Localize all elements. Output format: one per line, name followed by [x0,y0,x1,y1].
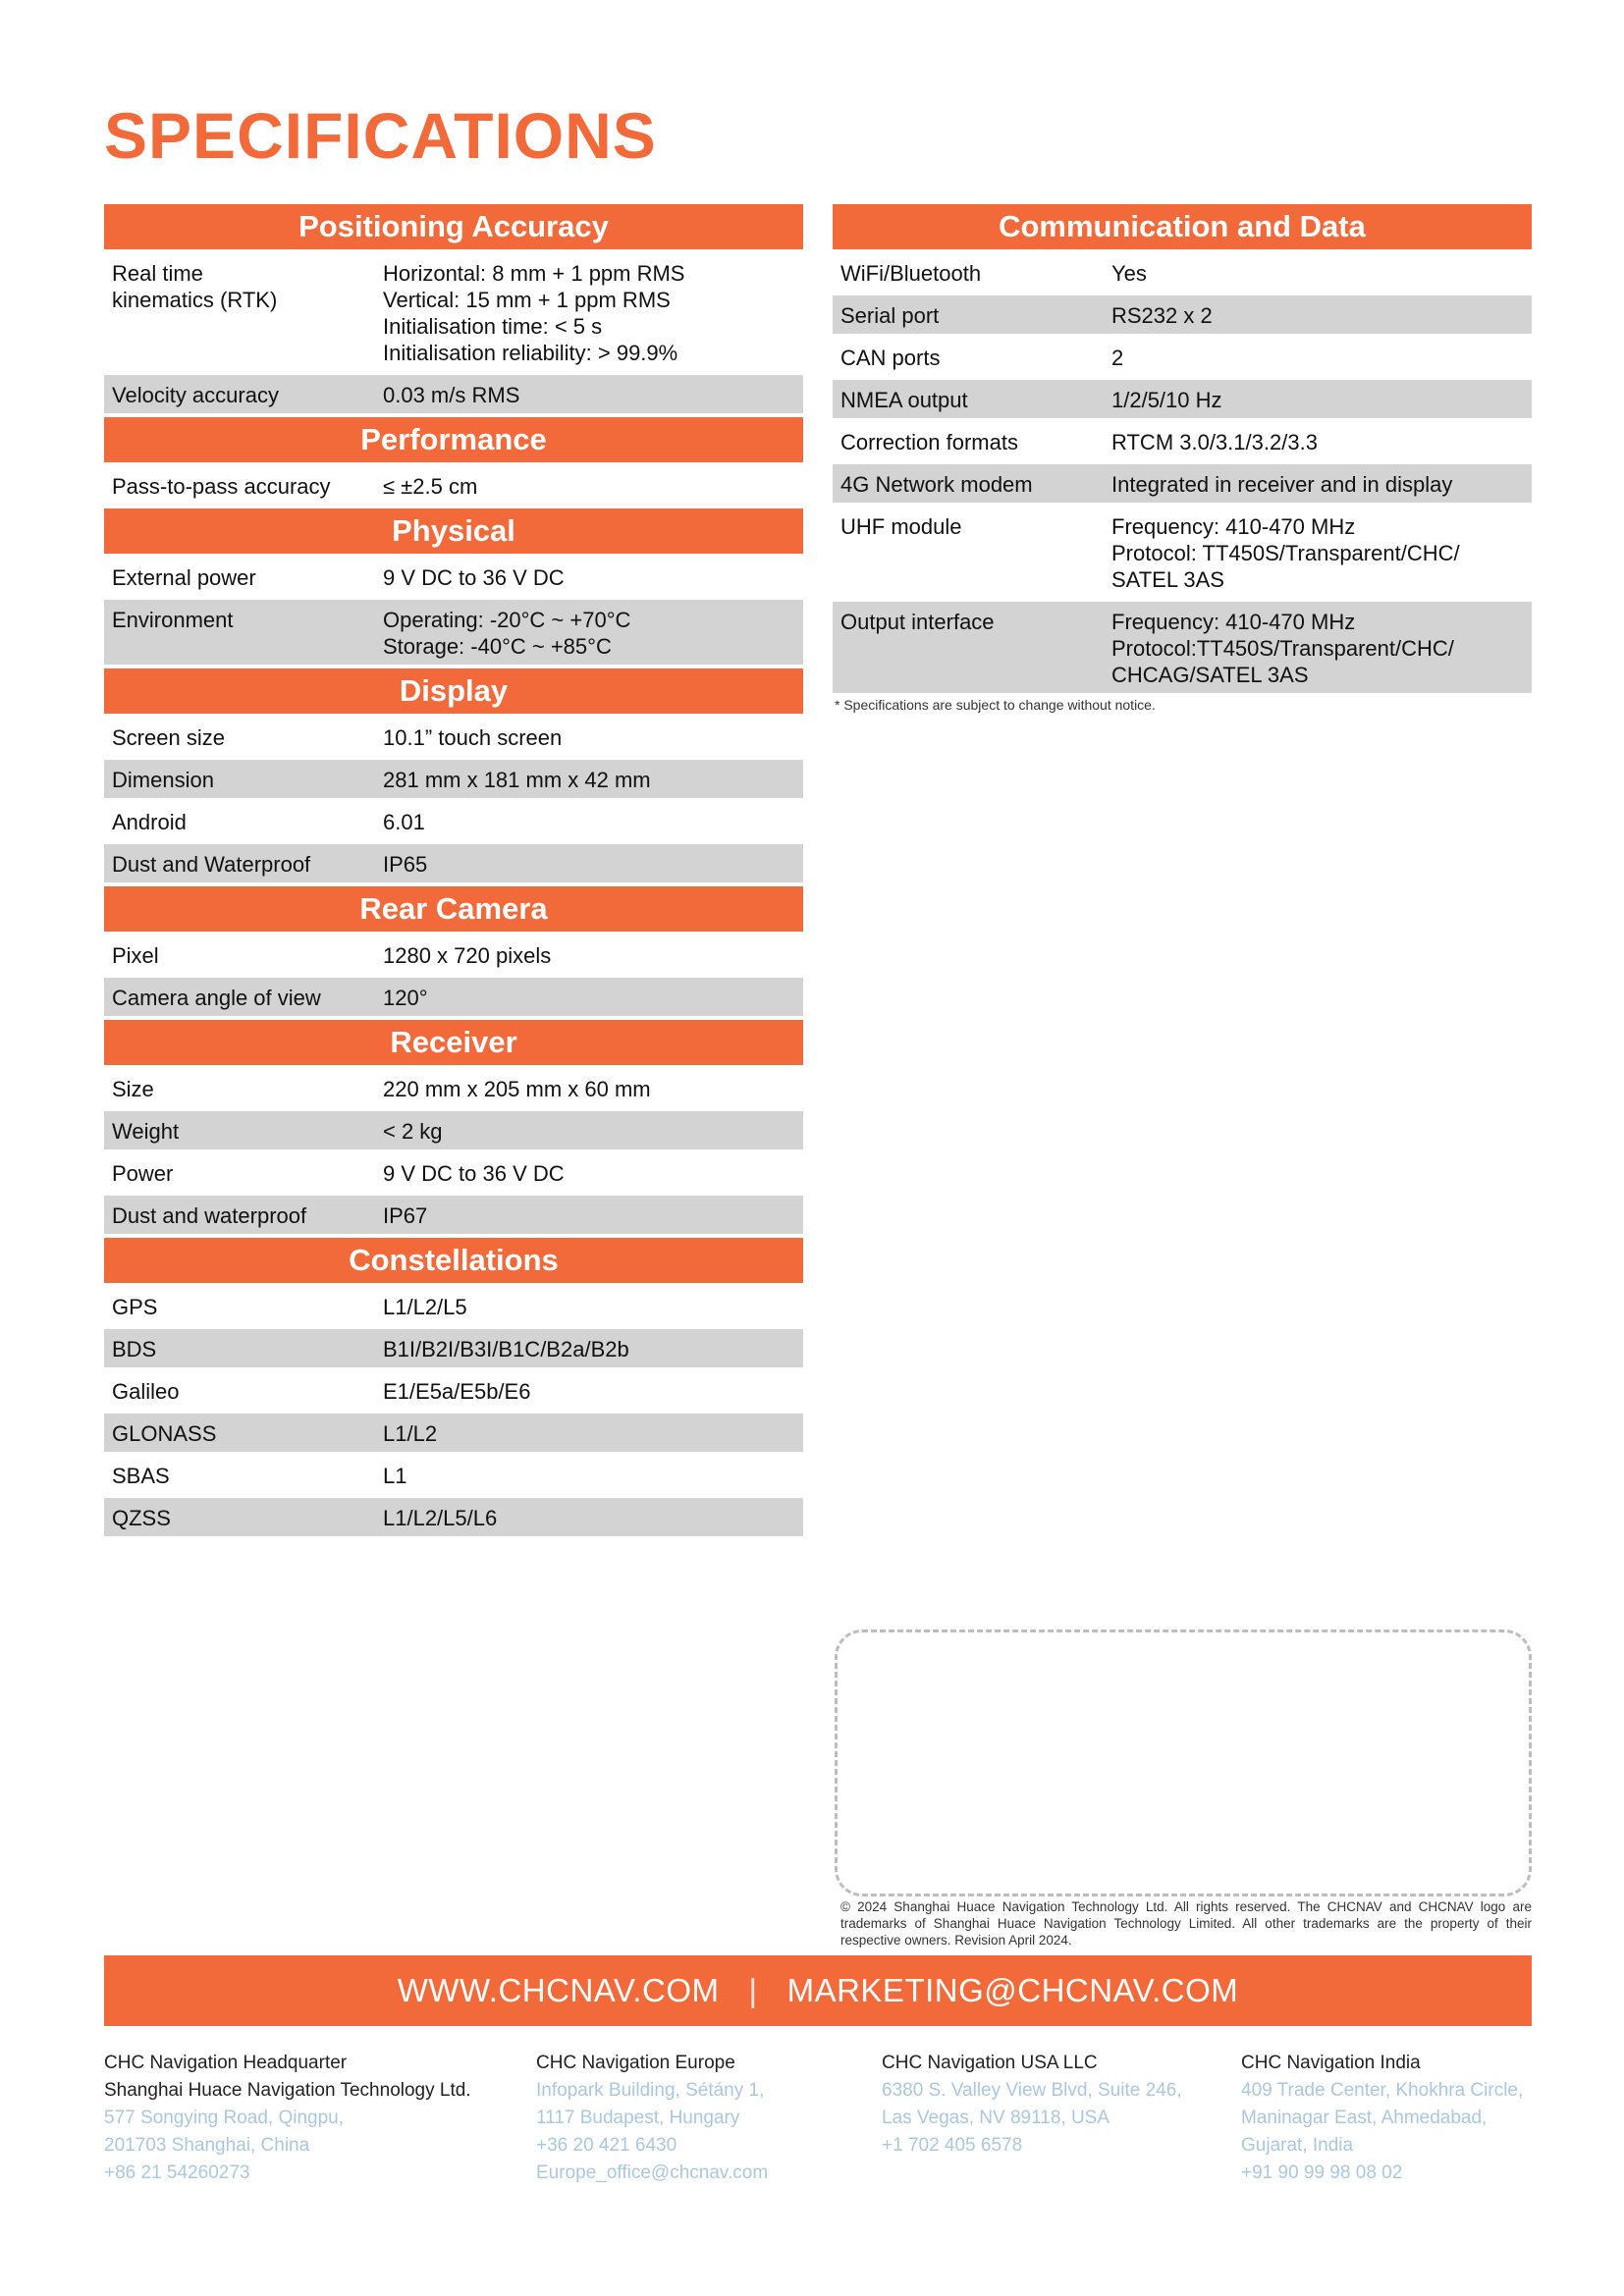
spec-label: Camera angle of view [112,986,321,1010]
office-usa [882,2050,1182,2160]
spec-row [104,600,803,665]
spec-value: Integrated in receiver and in display [1111,472,1453,497]
office-addresses [0,2050,1624,2197]
office-address-line: 577 Songying Road, Qingpu, [104,2108,345,2128]
spec-row [104,935,803,974]
section-heading-receiver: Receiver [104,1020,803,1065]
spec-value: 6.01 [383,810,425,834]
spec-row [104,253,803,371]
spec-value: L1/L2/L5 [383,1295,467,1319]
spec-value: L1/L2/L5/L6 [383,1506,498,1530]
spec-row [104,1153,803,1192]
office-address-line: Gujarat, India [1241,2135,1354,2156]
spec-value: Operating: -20°C ~ +70°C Storage: -40°C ~ +85°C [383,608,631,659]
spec-label: Pixel [112,943,159,968]
office-address-line: Maninagar East, Ahmedabad, [1241,2108,1488,2128]
spec-label: Dust and Waterproof [112,852,311,877]
office-company: Shanghai Huace Navigation Technology Ltd. [104,2080,471,2101]
spec-label: Velocity accuracy [112,383,279,407]
spec-value: 1280 x 720 pixels [383,943,552,968]
spec-row [833,253,1532,292]
spec-row [104,1287,803,1325]
office-address-line: 1117 Budapest, Hungary [536,2108,740,2128]
spec-label: BDS [112,1337,157,1362]
spec-value: L1/L2 [383,1421,438,1446]
spec-value: E1/E5a/E5b/E6 [383,1379,531,1404]
spec-value: RS232 x 2 [1111,303,1213,328]
office-address-line: Las Vegas, NV 89118, USA [882,2108,1110,2128]
spec-value: Frequency: 410-470 MHz Protocol:TT450S/Transparent/CHC/ CHCAG/SATEL 3AS [1111,610,1454,687]
office-phone: +36 20 421 6430 [536,2135,677,2156]
spec-row [833,338,1532,376]
spec-label: Screen size [112,725,225,750]
spec-row [104,978,803,1016]
spec-label: Output interface [840,610,995,634]
section-heading-communication-and-data: Communication and Data [833,204,1532,249]
office-address-line: 409 Trade Center, Khokhra Circle, [1241,2080,1524,2101]
section-heading-performance: Performance [104,417,803,462]
spec-label: SBAS [112,1464,170,1488]
section-heading-physical: Physical [104,508,803,554]
office-address-line: 6380 S. Valley View Blvd, Suite 246, [882,2080,1182,2101]
spec-row [104,1196,803,1234]
spec-row [833,507,1532,598]
left-spec-column [104,204,803,1540]
spec-value: Horizontal: 8 mm + 1 ppm RMS Vertical: 15 mm + 1 ppm RMS Initialisation time: < 5 s Initialisation reliability: > 99.9% [383,261,685,365]
dealer-stamp-area [835,1629,1532,1896]
spec-label: Size [112,1077,154,1101]
office-europe [536,2050,768,2187]
office-phone: +86 21 54260273 [104,2163,250,2183]
spec-row [833,602,1532,693]
office-headquarter [104,2050,471,2187]
spec-row [104,1498,803,1536]
office-address-line: Infopark Building, Sétány 1, [536,2080,765,2101]
spec-label: Pass-to-pass accuracy [112,474,331,499]
spec-value: IP67 [383,1203,428,1228]
office-name: CHC Navigation USA LLC [882,2053,1098,2073]
spec-label: GLONASS [112,1421,217,1446]
spec-row [833,464,1532,503]
spec-label: Serial port [840,303,940,328]
section-heading-rear-camera: Rear Camera [104,886,803,932]
spec-label: Correction formats [840,430,1018,454]
office-phone: +91 90 99 98 08 02 [1241,2163,1403,2183]
footer-contact-bar [104,1955,1532,2026]
spec-row [104,1111,803,1149]
spec-value: 10.1” touch screen [383,725,563,750]
spec-row [104,718,803,756]
spec-row [104,802,803,840]
spec-row [104,844,803,882]
spec-label: Dimension [112,768,214,792]
spec-label: External power [112,565,256,590]
spec-value: 0.03 m/s RMS [383,383,520,407]
spec-value: IP65 [383,852,428,877]
spec-label: Environment [112,608,234,632]
spec-note: * Specifications are subject to change without notice. [835,697,1156,713]
spec-value: 2 [1111,346,1124,370]
office-email[interactable]: Europe_office@chcnav.com [536,2163,769,2183]
spec-value: B1I/B2I/B3I/B1C/B2a/B2b [383,1337,629,1362]
website-link[interactable]: WWW.CHCNAV.COM [397,1972,720,2008]
spec-row [104,1456,803,1494]
spec-value: 1/2/5/10 Hz [1111,388,1222,412]
spec-label: WiFi/Bluetooth [840,261,982,286]
office-name: CHC Navigation India [1241,2053,1421,2073]
office-address-line: 201703 Shanghai, China [104,2135,310,2156]
office-name: CHC Navigation Europe [536,2053,735,2073]
spec-label: Galileo [112,1379,180,1404]
spec-value: RTCM 3.0/3.1/3.2/3.3 [1111,430,1318,454]
spec-row [104,1414,803,1452]
office-india [1241,2050,1523,2187]
spec-row [104,760,803,798]
spec-value: ≤ ±2.5 cm [383,474,478,499]
copyright-text: © 2024 Shanghai Huace Navigation Technology Ltd. All rights reserved. The CHCNAV and CHCNAV logo are trademarks of Shanghai Huace Navigation Technology Limited. All other trademarks are the property of their respective owners. Revision April 2024. [840,1899,1532,1948]
spec-label: GPS [112,1295,158,1319]
section-heading-positioning-accuracy: Positioning Accuracy [104,204,803,249]
spec-value: 220 mm x 205 mm x 60 mm [383,1077,651,1101]
spec-value: 9 V DC to 36 V DC [383,1161,565,1186]
spec-value: 281 mm x 181 mm x 42 mm [383,768,651,792]
spec-value: 120° [383,986,428,1010]
spec-label: 4G Network modem [840,472,1033,497]
spec-label: Weight [112,1119,180,1144]
spec-row [833,422,1532,460]
spec-value: < 2 kg [383,1119,443,1144]
right-spec-column [833,204,1532,713]
spec-label: NMEA output [840,388,968,412]
footer-separator: | [748,1972,758,2008]
section-heading-constellations: Constellations [104,1238,803,1283]
spec-row [104,1329,803,1367]
spec-row [104,558,803,596]
spec-value: Frequency: 410-470 MHz Protocol: TT450S/Transparent/CHC/ SATEL 3AS [1111,514,1460,592]
office-name: CHC Navigation Headquarter [104,2053,348,2073]
spec-label: UHF module [840,514,962,539]
spec-value: Yes [1111,261,1147,286]
section-heading-display: Display [104,668,803,714]
spec-label: QZSS [112,1506,171,1530]
spec-row [104,375,803,413]
page-title: SPECIFICATIONS [104,99,657,172]
spec-label: CAN ports [840,346,941,370]
spec-row [833,380,1532,418]
spec-value: L1 [383,1464,407,1488]
spec-label: Dust and waterproof [112,1203,307,1228]
spec-row [104,466,803,505]
spec-label: Android [112,810,187,834]
office-phone: +1 702 405 6578 [882,2135,1023,2156]
email-link[interactable]: MARKETING@CHCNAV.COM [786,1972,1239,2008]
spec-row [104,1371,803,1410]
spec-label: Real time kinematics (RTK) [112,261,278,312]
spec-label: Power [112,1161,174,1186]
spec-row [833,295,1532,334]
spec-value: 9 V DC to 36 V DC [383,565,565,590]
spec-row [104,1069,803,1107]
